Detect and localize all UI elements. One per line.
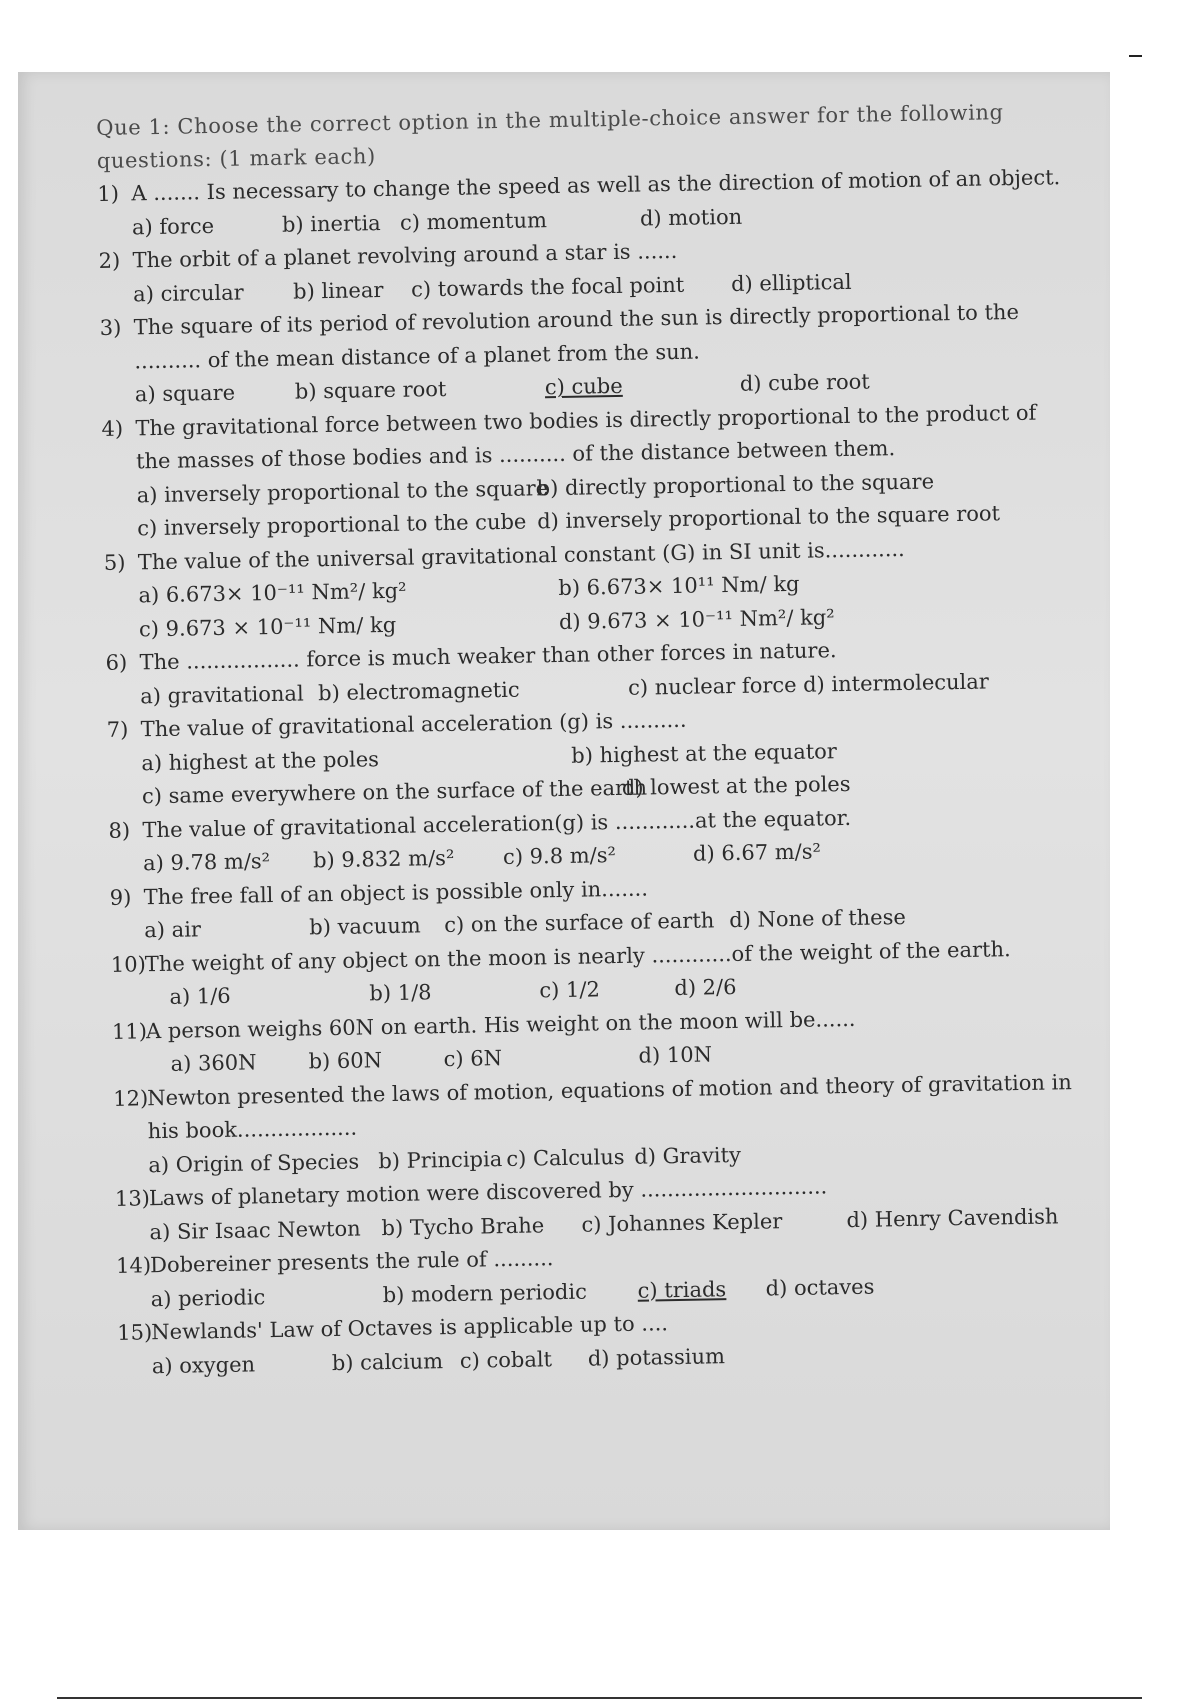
option-a: a) circular	[132, 279, 244, 306]
question-12	[113, 1065, 1085, 1182]
question-stem: The value of gravitational acceleration(g) is ............at the equator.	[142, 805, 852, 842]
option-b: b) linear	[292, 277, 384, 304]
question-stem: A person weighs 60N on earth. His weight on the moon will be......	[145, 1006, 856, 1043]
option-a: a) 1/6	[169, 983, 231, 1009]
corner-dash-mark	[1129, 55, 1142, 57]
question-number: 2)	[98, 248, 121, 273]
option-b: b) vacuum	[309, 913, 421, 940]
option-a: a) Origin of Species	[148, 1149, 360, 1177]
question-stem: Newlands' Law of Octaves is applicable up to ....	[151, 1311, 669, 1345]
option-a: a) oxygen	[151, 1351, 256, 1378]
option-d: d) motion	[639, 204, 743, 231]
option-d: d) Gravity	[634, 1142, 742, 1169]
option-a: a) 360N	[170, 1050, 257, 1076]
option-b: b) 1/8	[369, 980, 432, 1006]
question-number: 8)	[108, 818, 131, 843]
question-4	[101, 396, 1073, 547]
option-b: b) calcium	[331, 1348, 444, 1375]
question-number: 14)	[115, 1253, 152, 1278]
question-7	[107, 697, 1079, 814]
option-c: c) same everywhere on the surface of the earth	[141, 775, 648, 809]
option-c: c) inversely proportional to the cube	[137, 509, 527, 541]
question-number: 7)	[106, 717, 129, 742]
option-a: a) gravitational	[139, 680, 304, 708]
option-d: d) elliptical	[730, 269, 852, 296]
option-c: c) momentum	[399, 207, 548, 235]
question-3	[99, 295, 1071, 412]
question-5	[104, 530, 1076, 647]
question-stem: The ................. force is much weaker than other forces in nature.	[139, 638, 837, 675]
option-a: a) square	[134, 380, 236, 407]
question-stem: The square of its period of revolution around the sun is directly proportional to the .......... of the mean distance of a planet from the sun.	[133, 299, 1020, 373]
option-c: c) 6N	[443, 1046, 503, 1072]
question-number: 10)	[110, 951, 147, 977]
option-b: b) highest at the equator	[571, 738, 838, 768]
section-header: Que 1: Choose the correct option in the multiple-choice answer for the following questions: (1 mark each)	[96, 100, 1004, 173]
option-a: a) force	[131, 213, 215, 239]
option-c: c) cobalt	[459, 1346, 553, 1373]
option-c: c) Calculus	[506, 1144, 625, 1171]
question-number: 4)	[101, 416, 124, 441]
question-number: 6)	[105, 650, 128, 675]
option-a: a) inversely proportional to the square	[136, 475, 549, 507]
question-stem: The weight of any object on the moon is nearly ............of the weight of the earth.	[144, 936, 1011, 976]
option-c: c) nuclear force	[627, 672, 797, 700]
question-stem: The value of the universal gravitational constant (G) in SI unit is............	[137, 536, 905, 574]
option-c: c) 1/2	[539, 977, 601, 1003]
option-b: b) 60N	[308, 1048, 383, 1074]
option-d: d) cube root	[739, 369, 870, 396]
option-d: d) Henry Cavendish	[846, 1203, 1059, 1232]
question-stem: The orbit of a planet revolving around a star is ......	[132, 238, 678, 273]
option-d: d) 2/6	[674, 974, 737, 1001]
option-c: c) triads	[637, 1276, 727, 1303]
option-c: c) on the surface of earth	[444, 908, 715, 938]
question-stem: Laws of planetary motion were discovered by ............................	[148, 1174, 828, 1211]
option-b: b) 6.673× 10¹¹ Nm/ kg	[558, 571, 800, 601]
question-number: 13)	[114, 1186, 151, 1211]
option-b: b) electromagnetic	[317, 677, 520, 705]
question-number: 11)	[111, 1018, 148, 1044]
option-d: d) 6.67 m/s²	[692, 839, 822, 866]
option-d: d) octaves	[765, 1274, 875, 1300]
option-a: a) 9.78 m/s²	[142, 849, 271, 876]
question-stem: The value of gravitational acceleration (g) is ..........	[140, 707, 687, 742]
question-content	[96, 95, 1088, 1384]
option-b: b) modern periodic	[382, 1279, 588, 1307]
question-stem: A ....... Is necessary to change the speed as well as the direction of motion of an object.	[131, 165, 1061, 206]
option-a: a) Sir Isaac Newton	[149, 1216, 361, 1244]
option-b: b) Principia	[378, 1146, 503, 1173]
question-number: 3)	[99, 315, 122, 340]
question-number: 12)	[113, 1085, 149, 1111]
question-paper	[18, 72, 1110, 1530]
question-number: 15)	[117, 1320, 153, 1345]
option-d: d) lowest at the poles	[621, 771, 851, 800]
option-b: b) 9.832 m/s²	[312, 845, 455, 873]
option-c: c) towards the focal point	[410, 272, 685, 302]
question-stem: Dobereiner presents the rule of .........	[149, 1246, 554, 1278]
option-d: d) potassium	[587, 1343, 726, 1371]
option-c: c) 9.673 × 10⁻¹¹ Nm/ kg	[138, 612, 397, 641]
option-b: b) inertia	[281, 210, 381, 237]
option-c: c) cube	[544, 373, 623, 400]
option-c: c) 9.8 m/s²	[502, 843, 617, 870]
option-b: b) directly proportional to the square	[536, 468, 935, 500]
option-c: c) Johannes Kepler	[581, 1208, 783, 1237]
option-a: a) periodic	[150, 1284, 266, 1311]
option-d: d) intermolecular	[802, 669, 989, 697]
question-number: 1)	[97, 181, 120, 206]
question-stem: The gravitational force between two bodies is directly proportional to the product of the masses of those bodies and is .......... of the distance between them.	[135, 400, 1037, 474]
option-a: a) air	[144, 917, 202, 943]
option-d: d) 10N	[638, 1042, 713, 1068]
option-a: a) highest at the poles	[141, 746, 380, 775]
question-stem: Newton presented the laws of motion, equations of motion and theory of gravitation in his book..................	[147, 1069, 1072, 1144]
question-number: 9)	[109, 885, 132, 910]
option-d: d) 9.673 × 10⁻¹¹ Nm²/ kg²	[558, 604, 835, 634]
option-d: d) inversely proportional to the square root	[537, 501, 1001, 534]
option-a: a) 6.673× 10⁻¹¹ Nm²/ kg²	[138, 578, 407, 608]
option-d: d) None of these	[728, 904, 907, 933]
option-b: b) Tycho Brahe	[381, 1212, 545, 1240]
question-number: 5)	[103, 550, 126, 575]
question-stem: The free fall of an object is possible only in.......	[143, 875, 649, 909]
bottom-rule	[57, 1697, 1142, 1699]
option-b: b) square root	[294, 376, 447, 404]
